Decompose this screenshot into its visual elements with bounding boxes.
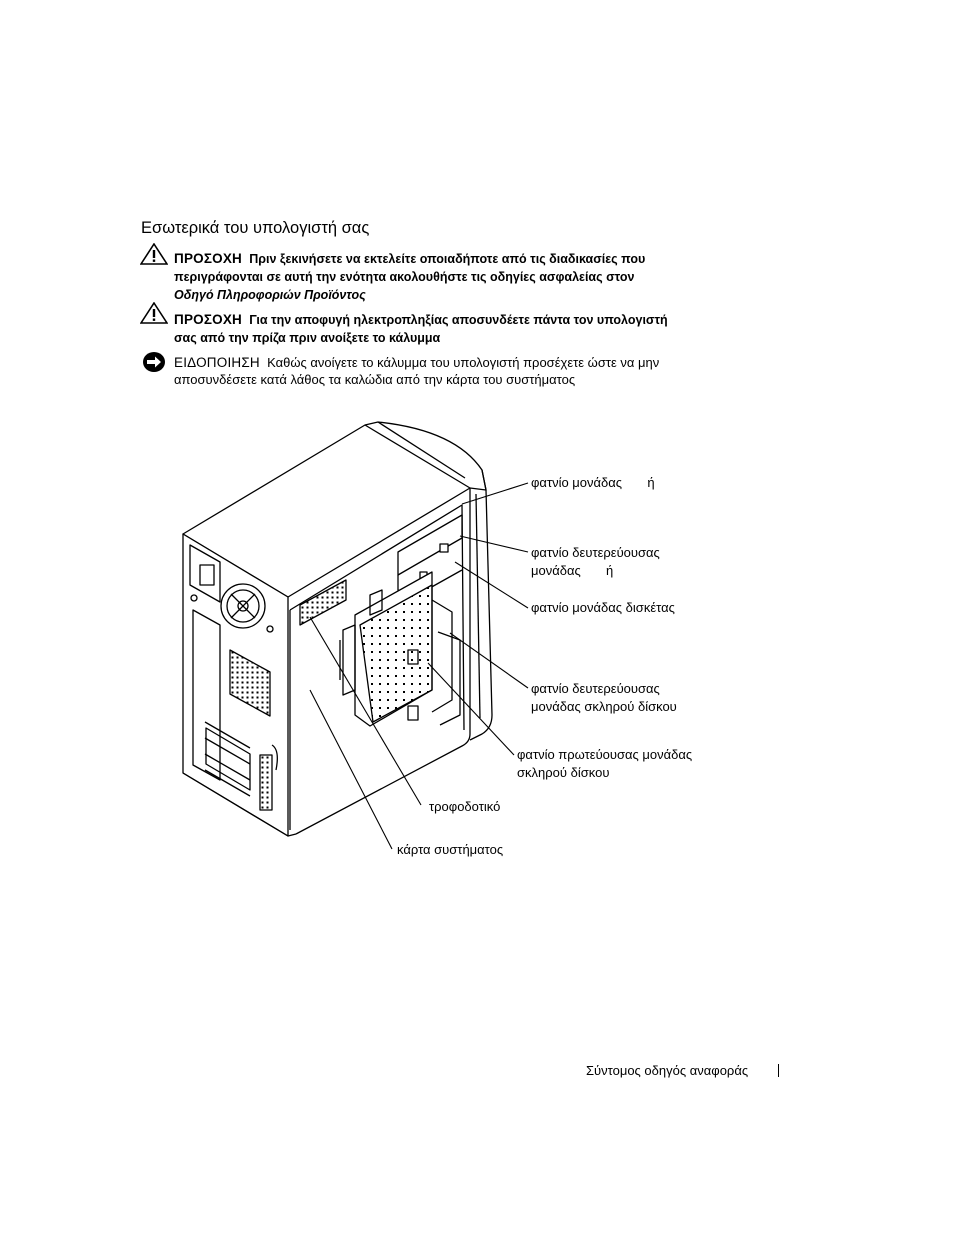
callout-primary-hdd-bay (517, 746, 692, 782)
callout-secondary-hdd-bay (531, 680, 677, 716)
caution-text-line: περιγράφονται σε αυτή την ενότητα ακολουθήστε τις οδηγίες ασφαλείας στον (174, 270, 635, 284)
callout-line: φατνίο πρωτεύουσας μονάδας (517, 747, 693, 762)
callout-line: φατνίο δευτερεύουσας (531, 681, 660, 696)
caution-text-line: Πριν ξεκινήσετε να εκτελείτε οποιαδήποτε από τις διαδικασίες που (249, 252, 646, 266)
footer-divider (778, 1064, 779, 1077)
callout-line: μονάδας ή (531, 563, 614, 578)
caution-keyword: ΠΡΟΣΟΧΗ (174, 312, 243, 327)
callout-secondary-drive-bay (531, 544, 660, 580)
callout-line: σκληρού δίσκου (517, 765, 610, 780)
callout-floppy-bay: φατνίο μονάδας δισκέτας (531, 600, 675, 615)
section-title: Εσωτερικά του υπολογιστή σας (141, 219, 370, 237)
callout-system-board: κάρτα συστήματος (397, 842, 504, 857)
callout-drive-bay: φατνίο μονάδας ή (531, 475, 655, 490)
notice-keyword: ΕΙΔΟΠΟΙΗΣΗ (174, 355, 260, 370)
callout-line: φατνίο δευτερεύουσας (531, 545, 660, 560)
notice-text-line: Καθώς ανοίγετε το κάλυμμα του υπολογιστή προσέχετε ώστε να μην (267, 355, 660, 370)
callout-line: μονάδας σκληρού δίσκου (531, 699, 677, 714)
caution-text-line: Για την αποφυγή ηλεκτροπληξίας αποσυνδέετε πάντα τον υπολογιστή (249, 313, 668, 327)
caution-text-line: σας από την πρίζα πριν ανοίξετε το κάλυμμα (174, 331, 441, 345)
caution-guide-title: Οδηγό Πληροφοριών Προϊόντος (174, 288, 366, 302)
callout-power-supply: τροφοδοτικό (429, 799, 501, 814)
footer-guide-title: Σύντομος οδηγός αναφοράς (586, 1063, 749, 1078)
caution-keyword: ΠΡΟΣΟΧΗ (174, 251, 243, 266)
notice-text-line: αποσυνδέσετε κατά λάθος τα καλώδια από την κάρτα του συστήματος (174, 372, 576, 387)
